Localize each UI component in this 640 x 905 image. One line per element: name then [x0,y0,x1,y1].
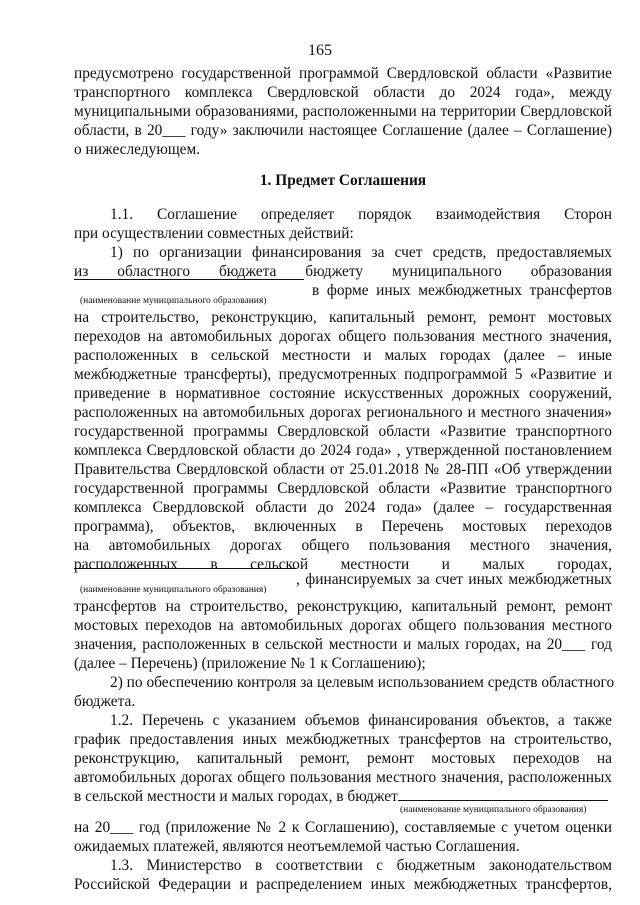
text-line: в форме иных межбюджетных трансфертов [312,282,612,299]
text-line: 1.1. Соглашение определяет порядок взаимодействия Сторон [110,206,612,223]
text-line: 1.2. Перечень с указанием объемов финансирования объектов, а также [110,712,612,729]
text-line: , финансируемых за счет иных межбюджетных [296,571,612,588]
text-line: государственной программы Свердловской области «Развитие транспортного [74,480,612,497]
text-line: расположенных в сельской местности и малых городах (далее – иные [74,347,612,364]
text-line: трансфертов на строительство, реконструкцию, капитальный ремонт, ремонт [74,598,612,615]
text-line: реконструкцию, капитальный ремонт, ремонт мостовых переходов на [74,750,612,767]
text-line: на строительство, реконструкцию, капитальный ремонт, ремонт мостовых [74,309,612,326]
field-caption: (наименование муниципального образования) [80,296,267,306]
text-line: из областного бюджета бюджету муниципального образования [74,263,612,280]
text-line: переходов на автомобильных дорогах общего пользования местного значения, [74,328,612,345]
text-line: автомобильных дорогах общего пользования местного значения, расположенных [74,769,612,786]
text-line: межбюджетные трансферты), предусмотренных подпрограммой 5 «Развитие и [74,366,612,383]
blank-field [398,800,608,801]
text-line: (далее – Перечень) (приложение № 1 к Соглашению); [74,655,426,672]
field-caption: (наименование муниципального образования) [80,585,267,595]
text-line: график предоставления иных межбюджетных трансфертов на строительство, [74,731,612,748]
text-line: расположенных в сельской местности и малых городах, [74,556,612,573]
text-line: приведение в нормативное состояние искусственных дорожных сооружений, [74,385,612,402]
text-line: комплекса Свердловской области до 2024 года» (далее – государственная [74,499,612,516]
text-line: значения, расположенных в сельской местности и малых городах, на 20___ год [74,636,612,653]
text-line: комплекса Свердловской области до 2024 года» , утвержденной постановлением [74,442,612,459]
text-line: при осуществлении совместных действий: [74,225,354,242]
blank-field [74,279,304,280]
text-line: государственной программы Свердловской области «Развитие транспортного [74,423,612,440]
text-line: расположенных на автомобильных дорогах регионального и местного значения» [74,404,612,421]
page-number: 165 [308,42,332,59]
text-line: Правительства Свердловской области от 25.01.2018 № 28-ПП «Об утверждении [74,461,612,478]
text-line: на автомобильных дорогах общего пользования местного значения, [74,537,612,554]
text-line: ожидаемых платежей, являются неотъемлемой частью Соглашения. [74,838,520,855]
text-line: транспортного комплекса Свердловской области до 2024 года», между [74,84,612,101]
field-caption: (наименование муниципального образования) [400,805,587,815]
text-line: в сельской местности и малых городах, в бюджет [74,788,398,805]
text-line: на 20___ год (приложение № 2 к Соглашению), составляемые с учетом оценки [74,819,612,836]
text-line: программа), объектов, включенных в Перечень мостовых переходов [74,518,612,535]
text-line: области, в 20___ году» заключили настоящее Соглашение (далее – Соглашение) [74,122,612,139]
text-line: Российской Федерации и распределением иных межбюджетных трансфертов, [74,876,612,893]
text-line: муниципальными образованиями, расположенными на территории Свердловской [74,103,612,120]
text-line: 1) по организации финансирования за счет средств, предоставляемых [110,244,612,261]
text-line: бюджета. [74,693,136,710]
blank-field [74,568,296,569]
text-line: 2) по обеспечению контроля за целевым использованием средств областного [110,674,615,691]
section-heading: 1. Предмет Соглашения [259,172,427,189]
text-line: предусмотрено государственной программой Свердловской области «Развитие [74,65,612,82]
text-line: о нижеследующем. [74,141,201,158]
text-line: 1.3. Министерство в соответствии с бюджетным законодательством [110,857,612,874]
text-line: мостовых переходов на автомобильных дорогах общего пользования местного [74,617,612,634]
